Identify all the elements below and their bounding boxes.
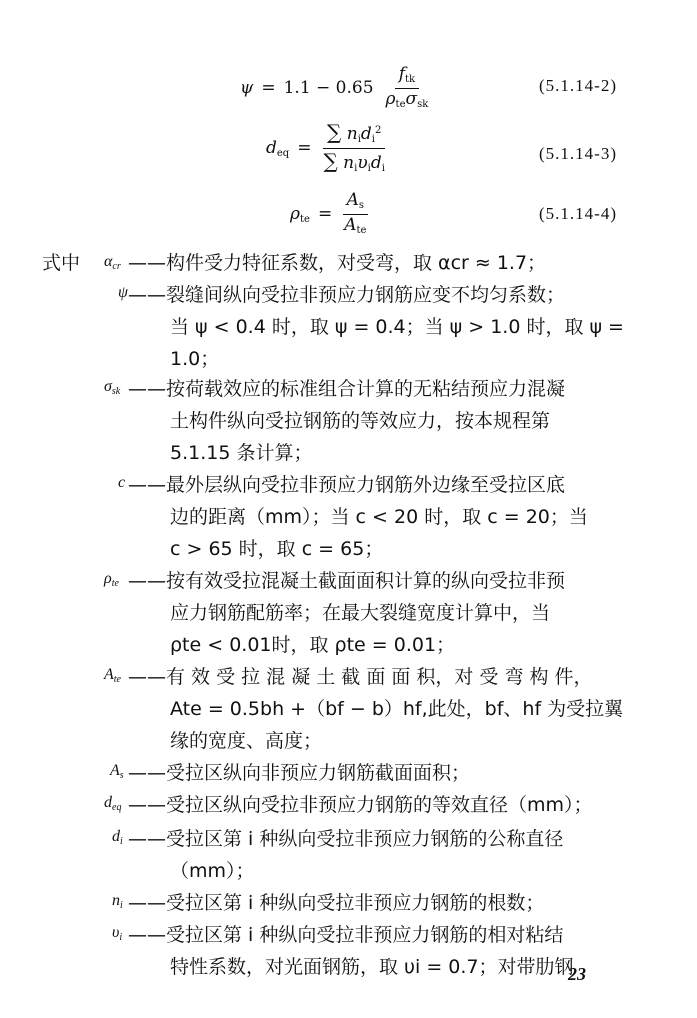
equation-number: (5.1.14-4): [539, 204, 617, 223]
symbol-a-s: $A_s$: [110, 762, 124, 781]
symbol-upsilon-i: $\upsilon_i$: [112, 924, 123, 943]
equation-expression: $\rho_{te}$ = $\frac{A_s}{A_{te}}$: [290, 190, 367, 236]
definition-line: ——受拉区第 i 种纵向受拉非预应力钢筋的公称直径: [128, 828, 564, 850]
symbol-n-i: $n_i$: [112, 892, 123, 911]
symbol-sigma-sk: $\sigma_{sk}$: [104, 378, 121, 397]
symbol-alpha-cr: $\alpha_{cr}$: [104, 253, 121, 272]
definition-line: 边的距离（mm）；当 c < 20 时，取 c = 20；当: [170, 506, 588, 528]
definitions-prefix: 式中: [42, 252, 81, 274]
equation-expression: $d_{eq}$ = $\frac{\sum n_id_i^2}{\sum n_i\upsilon_id_i}$: [266, 120, 385, 174]
definition-line: ——受拉区第 i 种纵向受拉非预应力钢筋的相对粘结: [128, 924, 564, 946]
definition-line: ——最外层纵向受拉非预应力钢筋外边缘至受拉区底: [128, 474, 566, 496]
definition-line: （mm）；: [170, 860, 255, 882]
definition-line: Ate = 0.5bh +（bf − b）hf,此处，bf、hf 为受拉翼: [170, 698, 624, 720]
definition-line: ——受拉区第 i 种纵向受拉非预应力钢筋的根数；: [128, 892, 545, 914]
equation-expression: ψ = 1.1 − 0.65 $\frac{f_{tk}}{\rho_{te}\sigma_{sk}}$: [240, 64, 429, 110]
definition-line: 缘的宽度、高度；: [170, 730, 323, 752]
symbol-rho-te: $\rho_{te}$: [104, 570, 119, 589]
definition-line: 5.1.15 条计算；: [170, 442, 313, 464]
symbol-d-i: $d_i$: [112, 828, 123, 847]
definition-line: 特性系数，对光面钢筋，取 υi = 0.7；对带肋钢: [170, 956, 574, 978]
page-number: 23: [568, 964, 586, 984]
symbol-psi: ψ: [118, 284, 128, 301]
symbol-a-te: $A_{te}$: [104, 666, 121, 685]
definition-line: ——受拉区纵向受拉非预应力钢筋的等效直径（mm）；: [128, 794, 593, 816]
definition-line: ——按荷载效应的标准组合计算的无粘结预应力混凝: [128, 378, 566, 400]
definition-line: ——有 效 受 拉 混 凝 土 截 面 面 积，对 受 弯 构 件，: [128, 666, 593, 688]
equation-number: (5.1.14-2): [539, 76, 617, 95]
equation-number: (5.1.14-3): [539, 144, 617, 163]
definition-line: ——按有效受拉混凝土截面面积计算的纵向受拉非预: [128, 570, 566, 592]
definition-line: ——构件受力特征系数，对受弯，取 αcr ≈ 1.7；: [128, 252, 547, 274]
definition-line: ——受拉区纵向非预应力钢筋截面面积；: [128, 762, 471, 784]
definition-line: 土构件纵向受拉钢筋的等效应力，按本规程第: [170, 410, 551, 432]
symbol-c: c: [118, 474, 126, 491]
symbol-d-eq: $d_{eq}$: [104, 794, 122, 813]
definition-line: 应力钢筋配筋率；在最大裂缝宽度计算中，当: [170, 602, 551, 624]
definition-line: c > 65 时，取 c = 65；: [170, 538, 384, 560]
definition-line: 当 ψ < 0.4 时，取 ψ = 0.4；当 ψ > 1.0 时，取 ψ =: [170, 316, 624, 338]
definition-line: ρte < 0.01时，取 ρte = 0.01；: [170, 634, 456, 656]
definition-line: 1.0；: [170, 348, 220, 370]
definition-line: ——裂缝间纵向受拉非预应力钢筋应变不均匀系数；: [128, 284, 566, 306]
